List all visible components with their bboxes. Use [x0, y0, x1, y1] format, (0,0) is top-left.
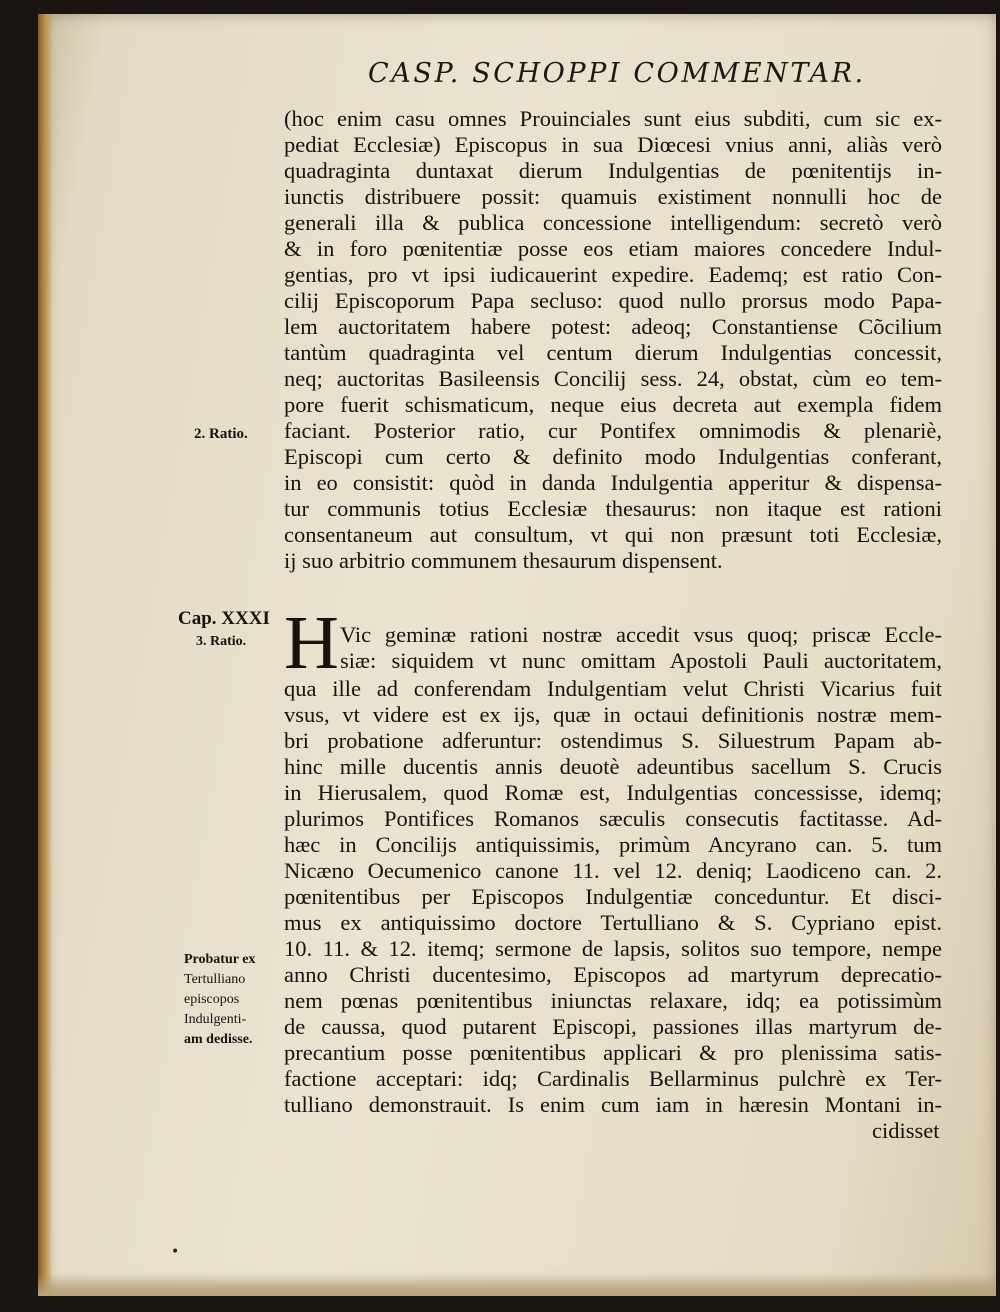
text-line: lem auctoritatem habere potest: adeoq; Constantiense Cõcilium [284, 314, 942, 339]
margin-note-line: episcopos [184, 992, 240, 1007]
text-line: quadraginta duntaxat dierum Indulgentias de pœnitentijs in- [284, 158, 942, 183]
text-line: factione acceptari: idq; Cardinalis Bellarminus pulchrè ex Ter- [284, 1066, 942, 1091]
text-line: vsus, vt videre est ex ijs, quæ in octaui definitionis nostræ mem- [284, 702, 942, 727]
text-line: hinc mille ducentis annis deuotè adeuntibus sacellum S. Crucis [284, 754, 942, 779]
text-line: de caussa, quod putarent Episcopi, passiones illas martyrum de- [284, 1014, 942, 1039]
text-line: precantium posse pœnitentibus applicari & pro plenissima satis- [284, 1040, 942, 1065]
text-line: Episcopi cum certo & definito modo Indulgentias conferant, [284, 444, 942, 469]
text-line: consentaneum aut consultum, vt qui non præsunt toti Ecclesiæ, [284, 522, 942, 547]
margin-note-line: Probatur ex [184, 952, 256, 967]
page-gutter-shadow [38, 14, 52, 1296]
text-line: pediat Ecclesiæ) Episcopus in sua Diœcesi vnius anni, aliàs verò [284, 132, 942, 157]
text-line: ij suo arbitrio communem thesaurum dispensent. [284, 548, 723, 573]
text-line: 10. 11. & 12. itemq; sermone de lapsis, solitos suo tempore, nempe [284, 936, 942, 961]
text-line: nem pœnas pœnitentibus iniunctas relaxare, idq; ea potissimùm [284, 988, 942, 1013]
text-line: (hoc enim casu omnes Prouinciales sunt eius subditi, cum sic ex- [284, 106, 942, 131]
margin-note-line: Indulgenti- [184, 1012, 247, 1027]
text-line: tulliano demonstrauit. Is enim cum iam in hæresin Montani in- [284, 1092, 942, 1117]
text-line: gentias, pro vt ipsi iudicauerint expedire. Eademq; est ratio Con- [284, 262, 942, 287]
text-line: anno Christi ducentesimo, Episcopos ad martyrum deprecatio- [284, 962, 942, 987]
text-line: neq; auctoritas Basileensis Concilij sess. 24, obstat, cùm eo tem- [284, 366, 942, 391]
text-line: in Hierusalem, quod Romæ est, Indulgentias concessisse, idemq; [284, 780, 942, 805]
text-line: mus ex antiquissimo doctore Tertulliano & S. Cypriano epist. [284, 910, 942, 935]
text-line: generali illa & publica concessione intelligendum: secretò verò [284, 210, 942, 235]
running-head: CASP. SCHOPPI COMMENTAR. [368, 58, 866, 89]
drop-capital: H [284, 601, 339, 685]
text-line: tantùm quadraginta vel centum dierum Indulgentias concessit, [284, 340, 942, 365]
margin-note-line: Tertulliano [184, 972, 246, 987]
text-line: cilij Episcoporum Papa secluso: quod nullo prorsus modo Papa- [284, 288, 942, 313]
text-line: tur communis totius Ecclesiæ thesaurus: non itaque est rationi [284, 496, 942, 521]
text-line: qua ille ad conferendam Indulgentiam velut Christi Vicarius fuit [284, 676, 942, 701]
margin-note-ratio-2: 2. Ratio. [194, 426, 248, 442]
margin-note-line: am dedisse. [184, 1032, 253, 1047]
text-line: siæ: siquidem vt nunc omittam Apostoli Pauli auctoritatem, [340, 648, 942, 673]
text-line: pœnitentibus per Episcopos Indulgentiæ conceduntur. Et disci- [284, 884, 942, 909]
page-bottom-edge [38, 1274, 996, 1296]
text-line: Nicæno Oecumenico canone 11. vel 12. deniq; Laodiceno can. 2. [284, 858, 942, 883]
text-line: iunctis distribuere possit: quamuis existiment nonnulli hoc de [284, 184, 942, 209]
text-line: hæc in Concilijs antiquissimis, primùm Ancyrano can. 5. tum [284, 832, 942, 857]
text-line: faciant. Posterior ratio, cur Pontifex omnimodis & plenariè, [284, 418, 942, 443]
margin-note-chapter: Cap. XXXI [178, 608, 270, 629]
text-line: bri probatione adferuntur: ostendimus S. Siluestrum Papam ab- [284, 728, 942, 753]
decorative-mark: • [171, 1244, 180, 1260]
text-line: & in foro pœnitentiæ posse eos etiam maiores concedere Indul- [284, 236, 942, 261]
text-line: pore fuerit schismaticum, neque eius decreta aut exempla fidem [284, 392, 942, 417]
text-line: plurimos Pontifices Romanos sæculis consecutis factitasse. Ad- [284, 806, 942, 831]
text-line: in eo consistit: quòd in danda Indulgentia apperitur & dispensa- [284, 470, 942, 495]
margin-note-ratio-3: 3. Ratio. [196, 634, 247, 649]
catchword: cidisset [872, 1118, 940, 1143]
text-line: Vic geminæ rationi nostræ accedit vsus quoq; priscæ Eccle- [340, 622, 942, 647]
